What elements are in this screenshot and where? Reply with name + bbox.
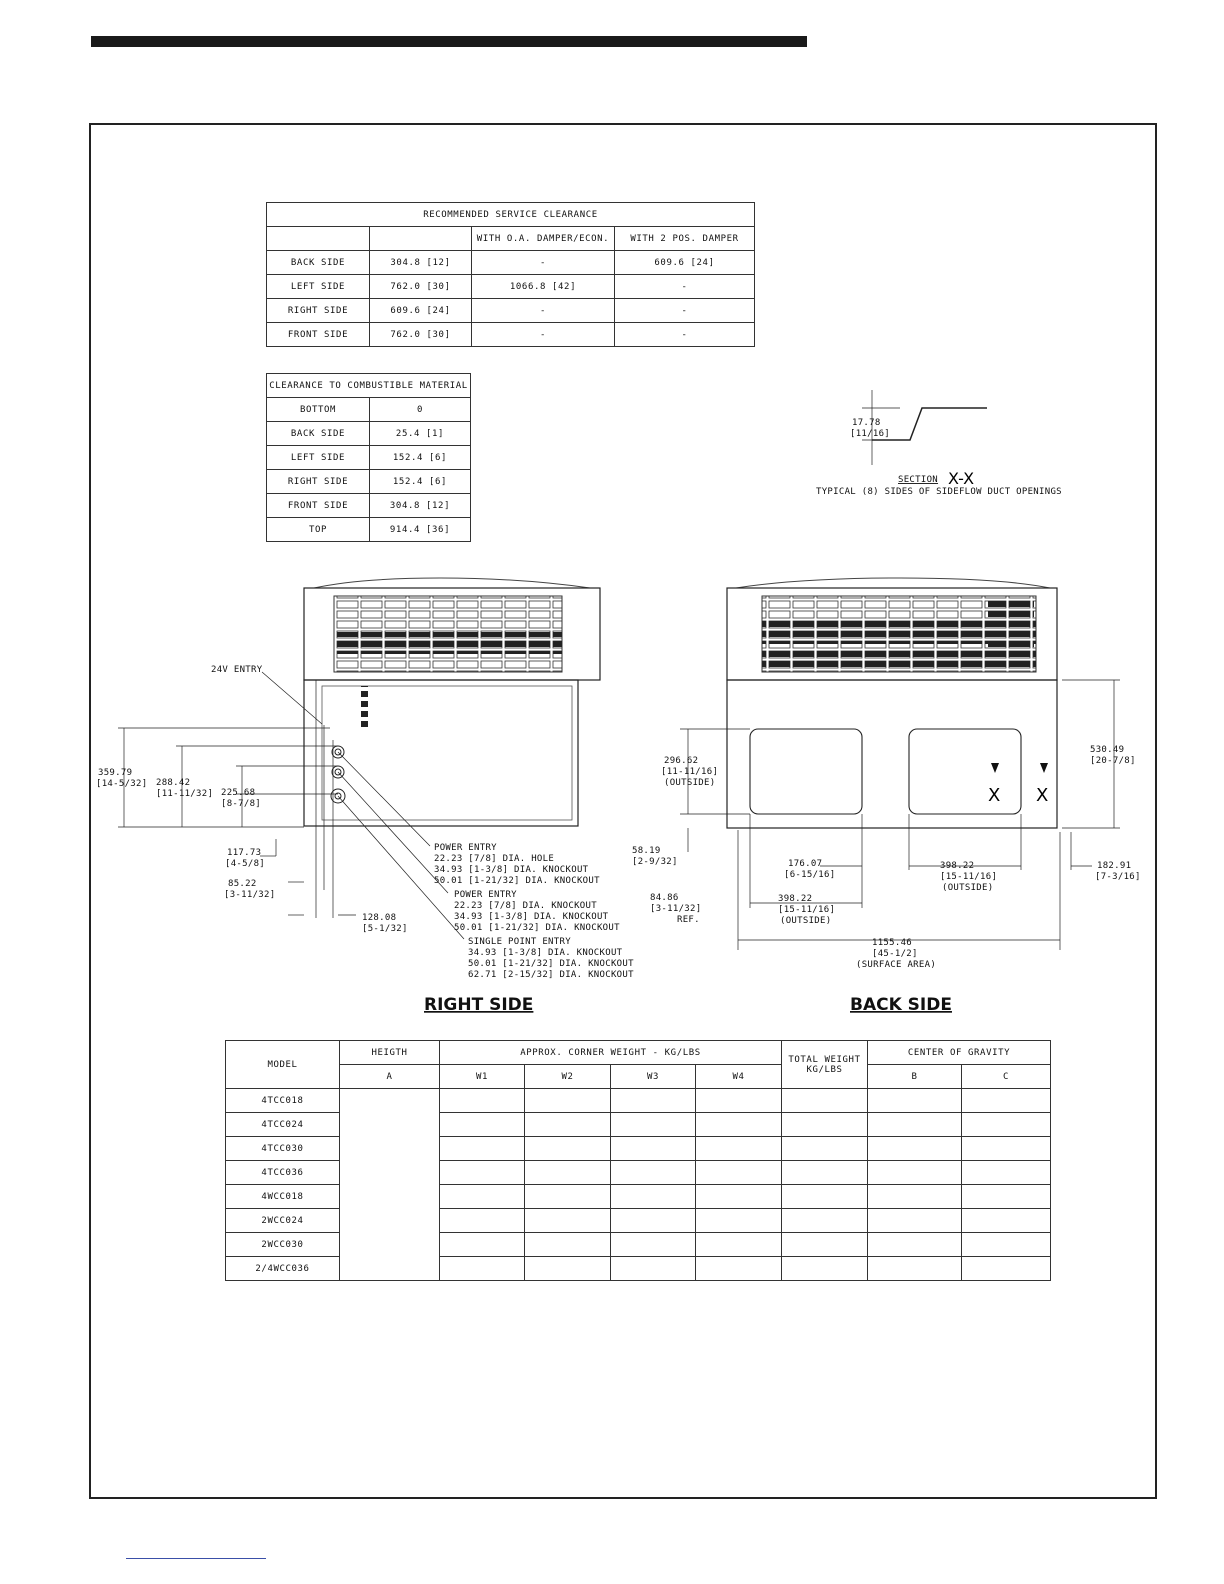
dim-label: (OUTSIDE) [664,778,716,788]
sub-header-w2: W2 [525,1065,611,1089]
table-cell: 609.6 [24] [370,299,472,323]
table-cell: 304.8 [12] [370,494,471,518]
table-cell: FRONT SIDE [267,323,370,347]
table-cell: - [472,251,615,275]
svg-text:22.23 [7/8] DIA. HOLE: 22.23 [7/8] DIA. HOLE [434,854,555,864]
dim-label: [6-15/16] [784,870,836,880]
model-cell: 2WCC030 [226,1233,340,1257]
dim-label: 176.07 [788,859,823,869]
table-cell: TOP [267,518,370,542]
power-entry-1-note [434,843,600,886]
table-cell: LEFT SIDE [267,275,370,299]
model-cell: 2WCC024 [226,1209,340,1233]
section-label: SECTION [898,475,939,485]
sub-header-a: A [340,1065,440,1089]
back-side-title: BACK SIDE [850,995,952,1015]
table-cell: - [615,299,755,323]
table-cell: - [615,323,755,347]
table-cell: 762.0 [30] [370,323,472,347]
model-cell: 2/4WCC036 [226,1257,340,1281]
table-cell: 152.4 [6] [370,470,471,494]
table-cell: - [615,275,755,299]
dim-label: [7-3/16] [1095,872,1141,882]
section-dim-mm: 17.78 [852,418,881,428]
dim-label: 225.68 [221,788,256,798]
weight-table [225,1040,1051,1281]
dim-label: 1155.46 [872,938,913,948]
dim-label: 84.86 [650,893,679,903]
table-cell: 304.8 [12] [370,251,472,275]
dim-label: 117.73 [227,848,262,858]
dim-label: [45-1/2] [872,949,918,959]
dim-label: 398.22 [778,894,813,904]
svg-text:50.01 [1-21/32] DIA. KNOCKOUT: 50.01 [1-21/32] DIA. KNOCKOUT [454,923,620,933]
svg-text:34.93 [1-3/8] DIA. KNOCKOUT: 34.93 [1-3/8] DIA. KNOCKOUT [468,948,623,958]
table-cell: BACK SIDE [267,422,370,446]
single-point-entry-note [468,937,634,980]
total-weight-header: TOTAL WEIGHT KG/LBS [782,1041,868,1089]
section-name: X-X [948,469,975,488]
dim-label: [11-11/32] [156,789,214,799]
svg-text:POWER ENTRY: POWER ENTRY [434,843,497,853]
power-entry-2-note [454,890,620,933]
dim-label: 398.22 [940,861,975,871]
table-cell: BOTTOM [267,398,370,422]
dim-label: 530.49 [1090,745,1125,755]
right-side-title: RIGHT SIDE [424,995,534,1015]
svg-text:POWER ENTRY: POWER ENTRY [454,890,517,900]
svg-text:34.93 [1-3/8] DIA. KNOCKOUT: 34.93 [1-3/8] DIA. KNOCKOUT [454,912,609,922]
sub-header-b: B [868,1065,962,1089]
table-cell: 0 [370,398,471,422]
table-cell: 152.4 [6] [370,446,471,470]
corner-weight-header: APPROX. CORNER WEIGHT - KG/LBS [440,1041,782,1065]
svg-text:50.01 [1-21/32] DIA. KNOCKOUT: 50.01 [1-21/32] DIA. KNOCKOUT [434,876,600,886]
dim-label: REF. [677,915,700,925]
svg-text:34.93 [1-3/8] DIA. KNOCKOUT: 34.93 [1-3/8] DIA. KNOCKOUT [434,865,589,875]
sub-header-c: C [962,1065,1051,1089]
dim-label: [2-9/32] [632,857,678,867]
header-cell: WITH 2 POS. DAMPER [615,227,755,251]
dim-label: 296.62 [664,756,699,766]
dim-label: [5-1/32] [362,924,408,934]
model-cell: 4TCC036 [226,1161,340,1185]
table-cell: 25.4 [1] [370,422,471,446]
dim-label: 58.19 [632,846,661,856]
table-cell: - [472,299,615,323]
height-header: HEIGTH [340,1041,440,1065]
svg-text:SINGLE POINT ENTRY: SINGLE POINT ENTRY [468,937,571,947]
dim-label: [11-11/16] [661,767,719,777]
table-cell: LEFT SIDE [267,446,370,470]
section-dim-in: [11/16] [850,429,891,439]
header-cell: WITH O.A. DAMPER/ECON. [472,227,615,251]
dim-label: [8-7/8] [221,799,262,809]
dim-label: 128.08 [362,913,397,923]
model-cell: 4TCC024 [226,1113,340,1137]
table-cell: 1066.8 [42] [472,275,615,299]
entry-24v-label: 24V ENTRY [211,665,263,675]
back-side-view [632,578,1141,1015]
combustible-clearance-title: CLEARANCE TO COMBUSTIBLE MATERIAL [267,374,471,398]
sub-header-w4: W4 [696,1065,782,1089]
dim-label: (OUTSIDE) [780,916,832,926]
svg-text:62.71 [2-15/32] DIA. KNOCKOUT: 62.71 [2-15/32] DIA. KNOCKOUT [468,970,634,980]
sub-header-w3: W3 [611,1065,696,1089]
section-x-x-detail [816,390,1062,497]
dim-label: [15-11/16] [940,872,998,882]
table-row [226,1089,1051,1113]
right-side-view [96,578,634,1015]
table-cell: - [472,323,615,347]
model-cell: 4WCC018 [226,1185,340,1209]
dim-label: [4-5/8] [225,859,266,869]
table-cell: FRONT SIDE [267,494,370,518]
dim-label: [20-7/8] [1090,756,1136,766]
dim-label: [3-11/32] [650,904,702,914]
model-header: MODEL [226,1041,340,1089]
service-clearance-title: RECOMMENDED SERVICE CLEARANCE [267,203,755,227]
svg-text:22.23 [7/8] DIA. KNOCKOUT: 22.23 [7/8] DIA. KNOCKOUT [454,901,597,911]
section-mark: X [988,785,1001,806]
table-cell: 762.0 [30] [370,275,472,299]
table-cell: RIGHT SIDE [267,299,370,323]
sub-header-w1: W1 [440,1065,525,1089]
svg-text:50.01 [1-21/32] DIA. KNOCKOUT: 50.01 [1-21/32] DIA. KNOCKOUT [468,959,634,969]
table-cell: BACK SIDE [267,251,370,275]
section-note: TYPICAL (8) SIDES OF SIDEFLOW DUCT OPENINGS [816,487,1062,497]
dim-label: 85.22 [228,879,257,889]
model-cell: 4TCC030 [226,1137,340,1161]
table-cell: RIGHT SIDE [267,470,370,494]
dim-label: (OUTSIDE) [942,883,994,893]
dim-label: 182.91 [1097,861,1132,871]
dim-label: 359.79 [98,768,133,778]
section-mark: X [1036,785,1049,806]
dim-label: (SURFACE AREA) [856,960,937,970]
dim-label: [3-11/32] [224,890,276,900]
center-of-gravity-header: CENTER OF GRAVITY [868,1041,1051,1065]
model-cell: 4TCC018 [226,1089,340,1113]
dim-label: [15-11/16] [778,905,836,915]
dim-label: 288.42 [156,778,191,788]
dim-label: [14-5/32] [96,779,148,789]
table-cell: 914.4 [36] [370,518,471,542]
table-cell: 609.6 [24] [615,251,755,275]
